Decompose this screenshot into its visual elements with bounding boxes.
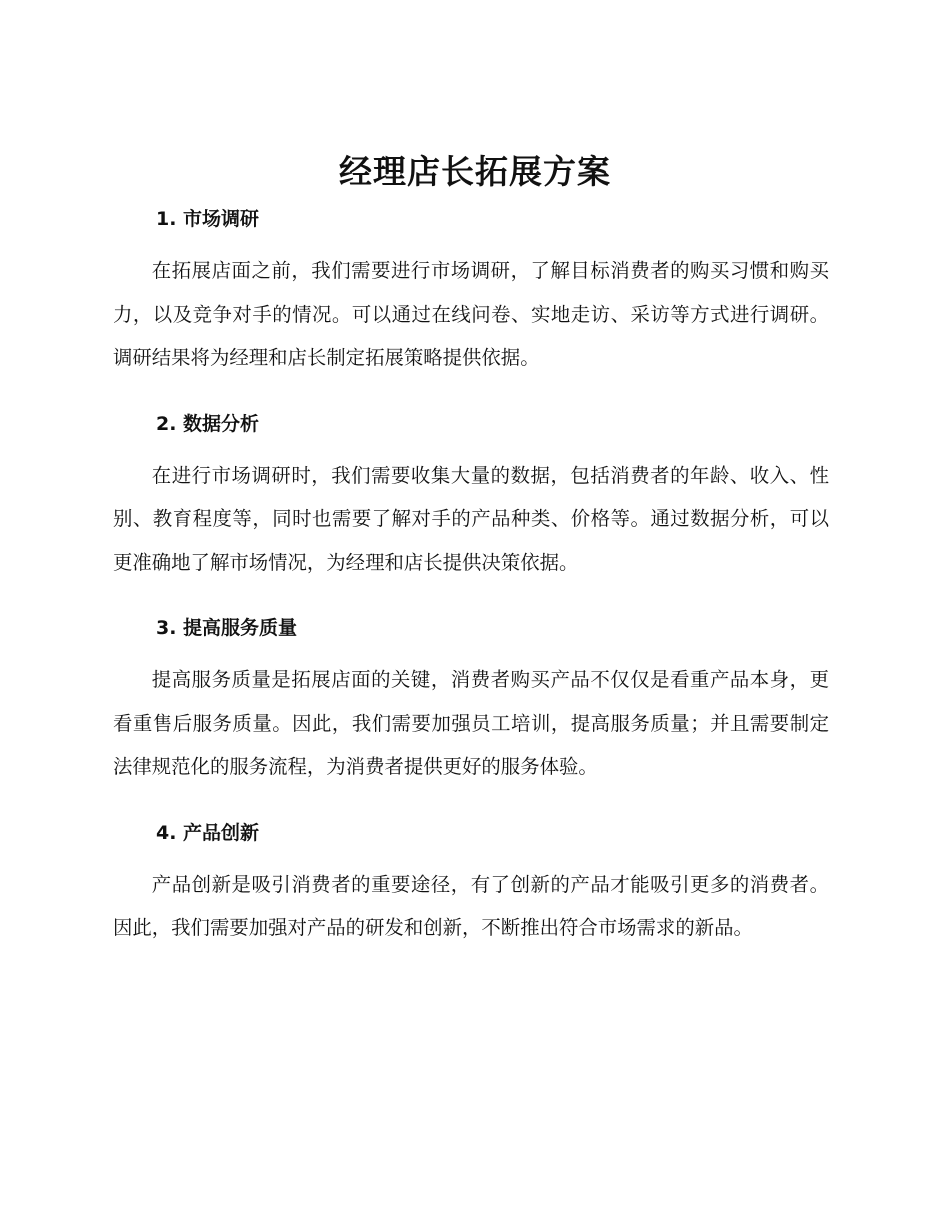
section-service-quality	[113, 611, 829, 789]
page-title: 经理店长拓展方案	[339, 152, 611, 191]
section-product-innovation	[113, 816, 829, 950]
document-content	[113, 202, 829, 977]
section-heading: 2. 数据分析	[156, 412, 260, 435]
section-paragraph: 在拓展店面之前，我们需要进行市场调研，了解目标消费者的购买习惯和购买力，以及竞争对手的情况。可以通过在线问卷、实地走访、采访等方式进行调研。调研结果将为经理和店长制定拓展策略提供依据。	[113, 259, 829, 369]
section-heading: 4. 产品创新	[156, 821, 260, 844]
section-heading: 3. 提高服务质量	[156, 617, 298, 639]
section-heading: 1. 市场调研	[156, 208, 260, 230]
section-data-analysis	[113, 407, 829, 585]
section-market-research	[113, 202, 829, 380]
section-paragraph: 在进行市场调研时，我们需要收集大量的数据，包括消费者的年龄、收入、性别、教育程度等，同时也需要了解对手的产品种类、价格等。通过数据分析，可以更准确地了解市场情况，为经理和店长提供决策依据。	[113, 463, 829, 574]
section-paragraph: 提高服务质量是拓展店面的关键，消费者购买产品不仅仅是看重产品本身，更看重售后服务质量。因此，我们需要加强员工培训，提高服务质量；并且需要制定法律规范化的服务流程，为消费者提供更好的服务体验。	[113, 668, 829, 778]
section-paragraph: 产品创新是吸引消费者的重要途径，有了创新的产品才能吸引更多的消费者。因此，我们需要加强对产品的研发和创新，不断推出符合市场需求的新品。	[113, 872, 829, 939]
